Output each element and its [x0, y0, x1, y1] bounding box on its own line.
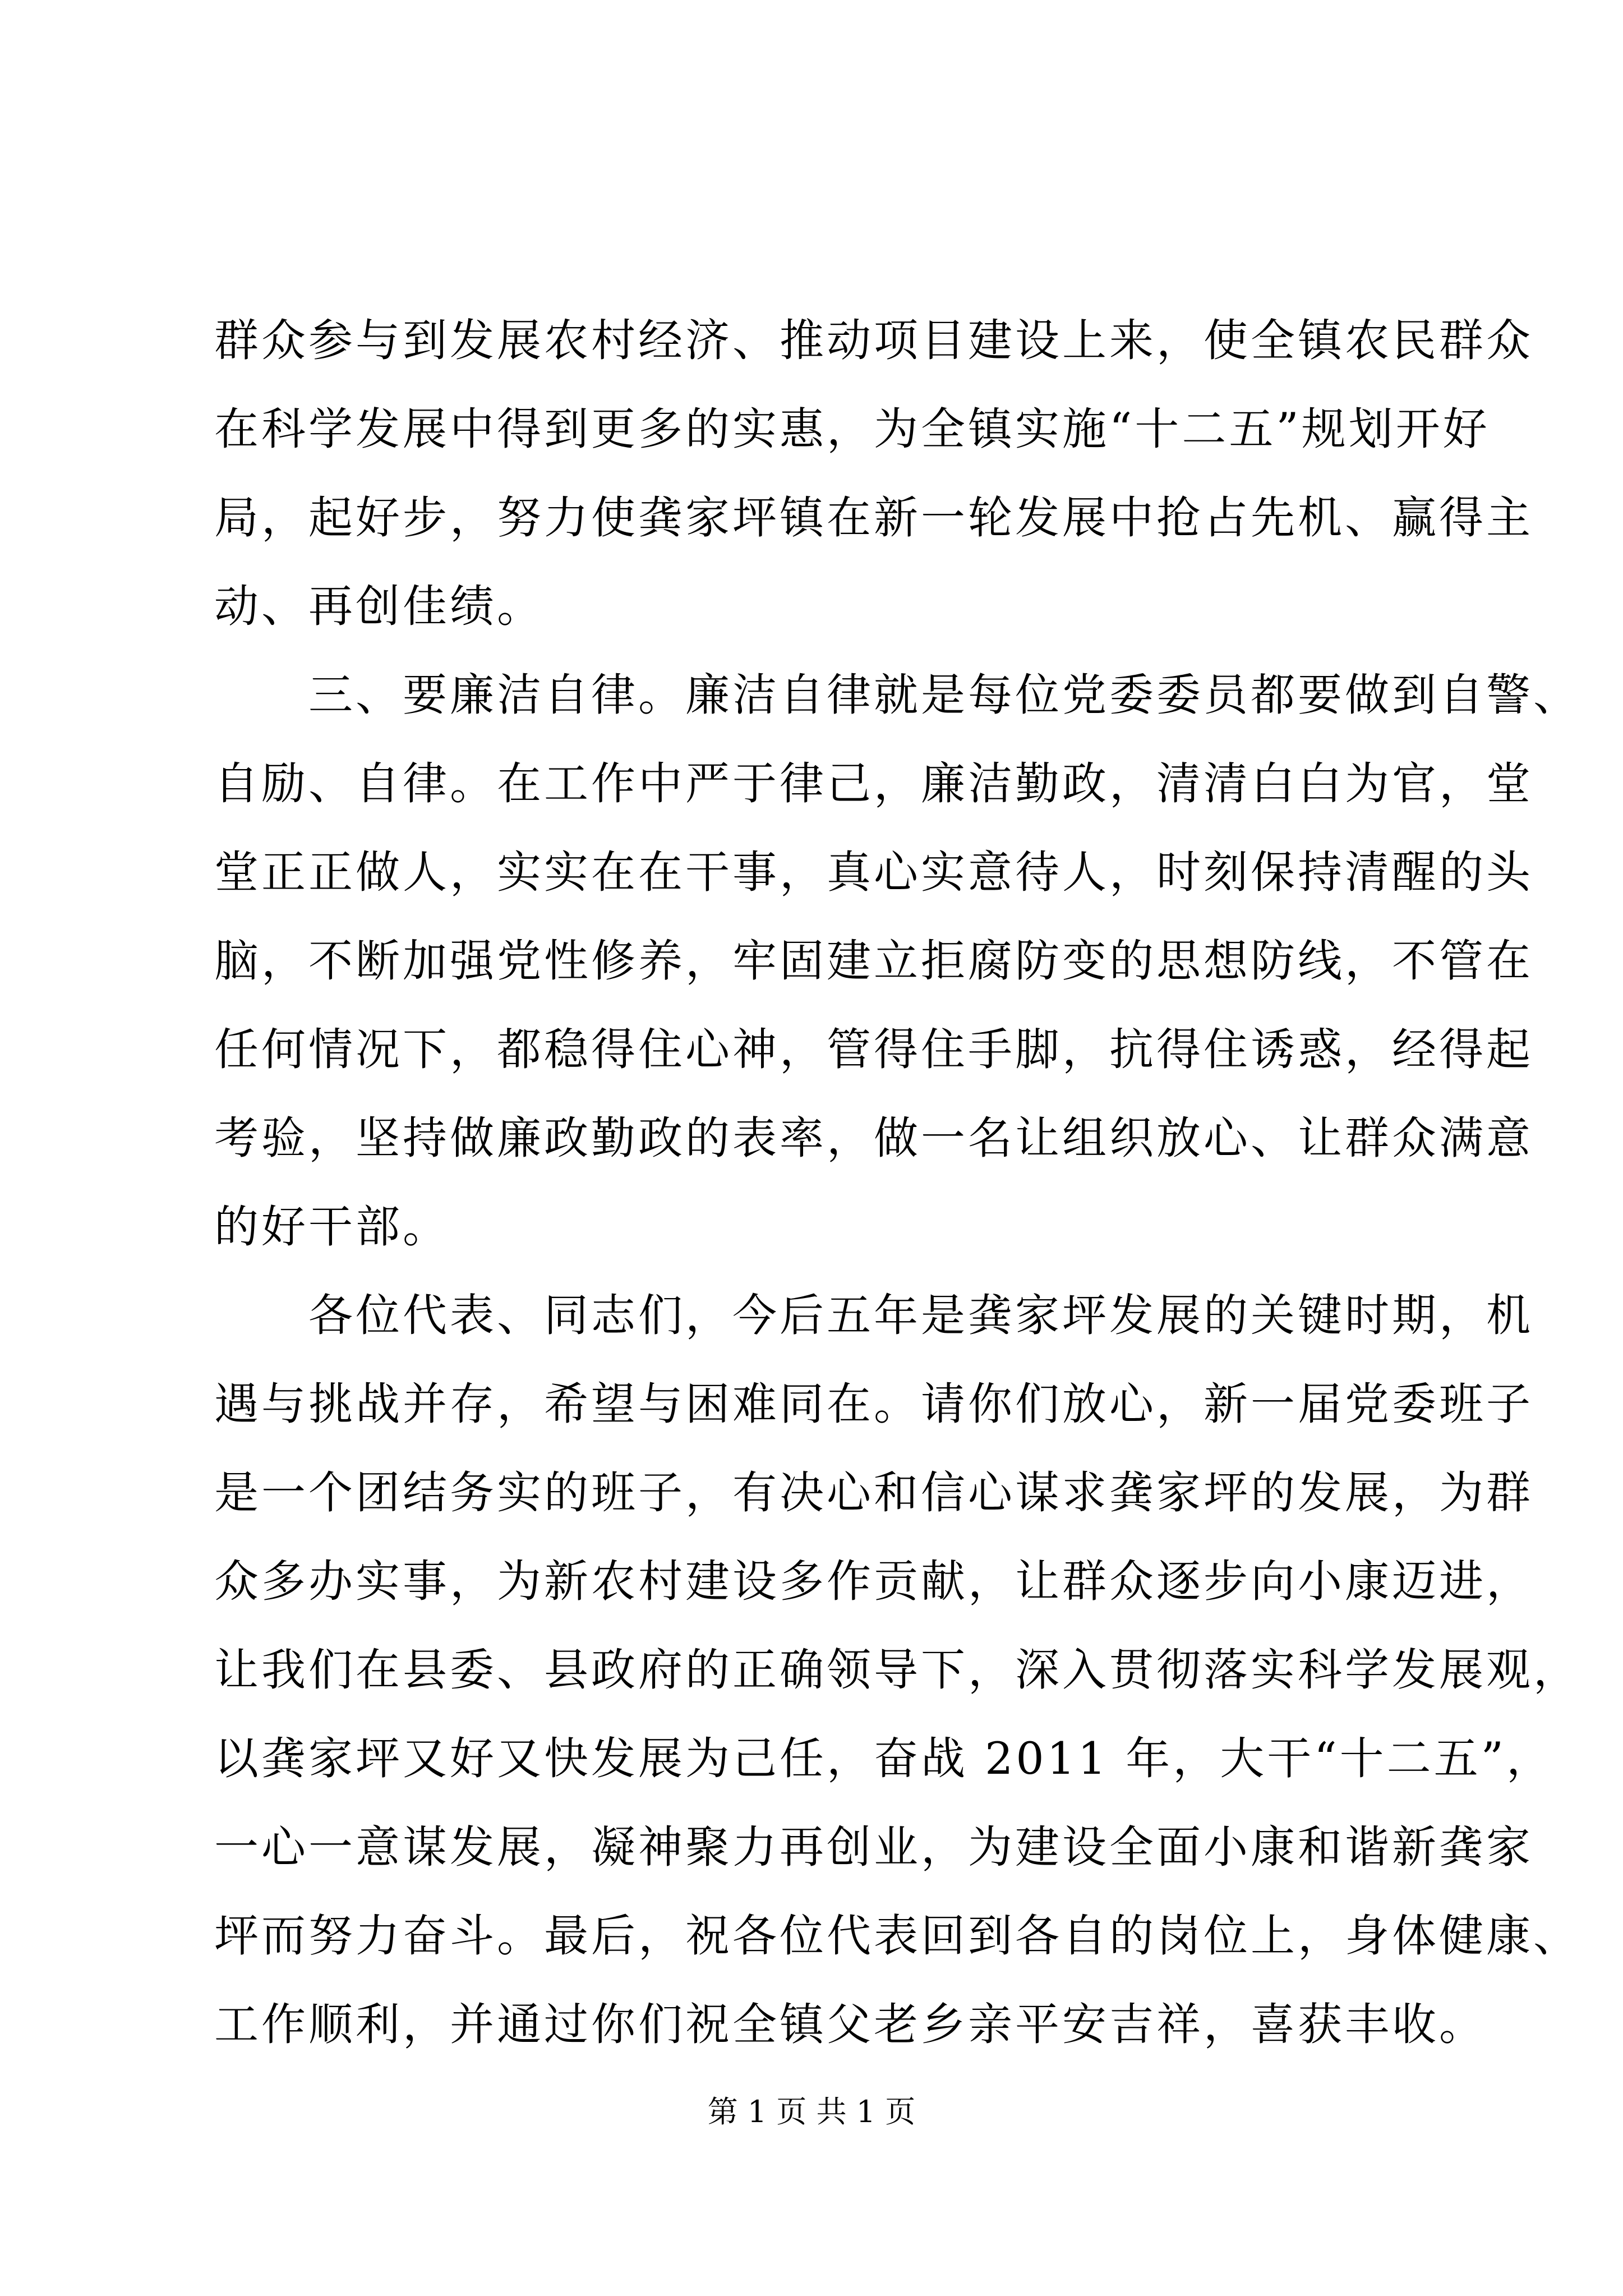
text-line: 任何情况下，都稳得住心神，管得住手脚，抗得住诱惑，经得起: [214, 1024, 1533, 1075]
text-line: 群众参与到发展农村经济、推动项目建设上来，使全镇农民群众: [214, 315, 1533, 366]
text-line: 自励、自律。在工作中严于律己，廉洁勤政，清清白白为官，堂: [214, 758, 1533, 809]
text-line: 三、要廉洁自律。廉洁自律就是每位党委委员都要做到自警、: [214, 669, 1580, 721]
text-line: 工作顺利，并通过你们祝全镇父老乡亲平安吉祥，喜获丰收。: [214, 1999, 1486, 2050]
text-line: 的好干部。: [214, 1201, 450, 1253]
text-line: 遇与挑战并存，希望与困难同在。请你们放心，新一届党委班子: [214, 1378, 1533, 1430]
paragraph-3: [214, 1271, 1580, 2069]
text-line: 坪而努力奋斗。最后，祝各位代表回到各自的岗位上，身体健康、: [214, 1910, 1580, 1962]
text-line: 在科学发展中得到更多的实惠，为全镇实施“十二五”规划开好: [214, 403, 1490, 455]
text-line: 一心一意谋发展，凝神聚力再创业，为建设全面小康和谐新龚家: [214, 1821, 1533, 1873]
text-line: 是一个团结务实的班子，有决心和信心谋求龚家坪的发展，为群: [214, 1467, 1533, 1519]
text-line: 堂正正做人，实实在在干事，真心实意待人，时刻保持清醒的头: [214, 846, 1533, 898]
paragraph-2: [214, 651, 1580, 1271]
text-line: 以龚家坪又好又快发展为己任，奋战 2011 年，大干“十二五”，: [214, 1733, 1554, 1784]
text-line: 动、再创佳绩。: [214, 581, 544, 632]
text-line: 众多办实事，为新农村建设多作贡献，让群众逐步向小康迈进，: [214, 1556, 1533, 1607]
page-number-footer: 第 1 页 共 1 页: [707, 2094, 916, 2129]
text-line: 脑，不断加强党性修养，牢固建立拒腐防变的思想防线，不管在: [214, 935, 1533, 987]
document-body: [214, 296, 1580, 2069]
text-line: 考验，坚持做廉政勤政的表率，做一名让组织放心、让群众满意: [214, 1112, 1533, 1164]
text-line: 局，起好步，努力使龚家坪镇在新一轮发展中抢占先机、赢得主: [214, 492, 1533, 544]
paragraph-1: [214, 296, 1533, 651]
text-line: 各位代表、同志们，今后五年是龚家坪发展的关键时期，机: [214, 1290, 1533, 1341]
text-line: 让我们在县委、县政府的正确领导下，深入贯彻落实科学发展观，: [214, 1644, 1580, 1696]
